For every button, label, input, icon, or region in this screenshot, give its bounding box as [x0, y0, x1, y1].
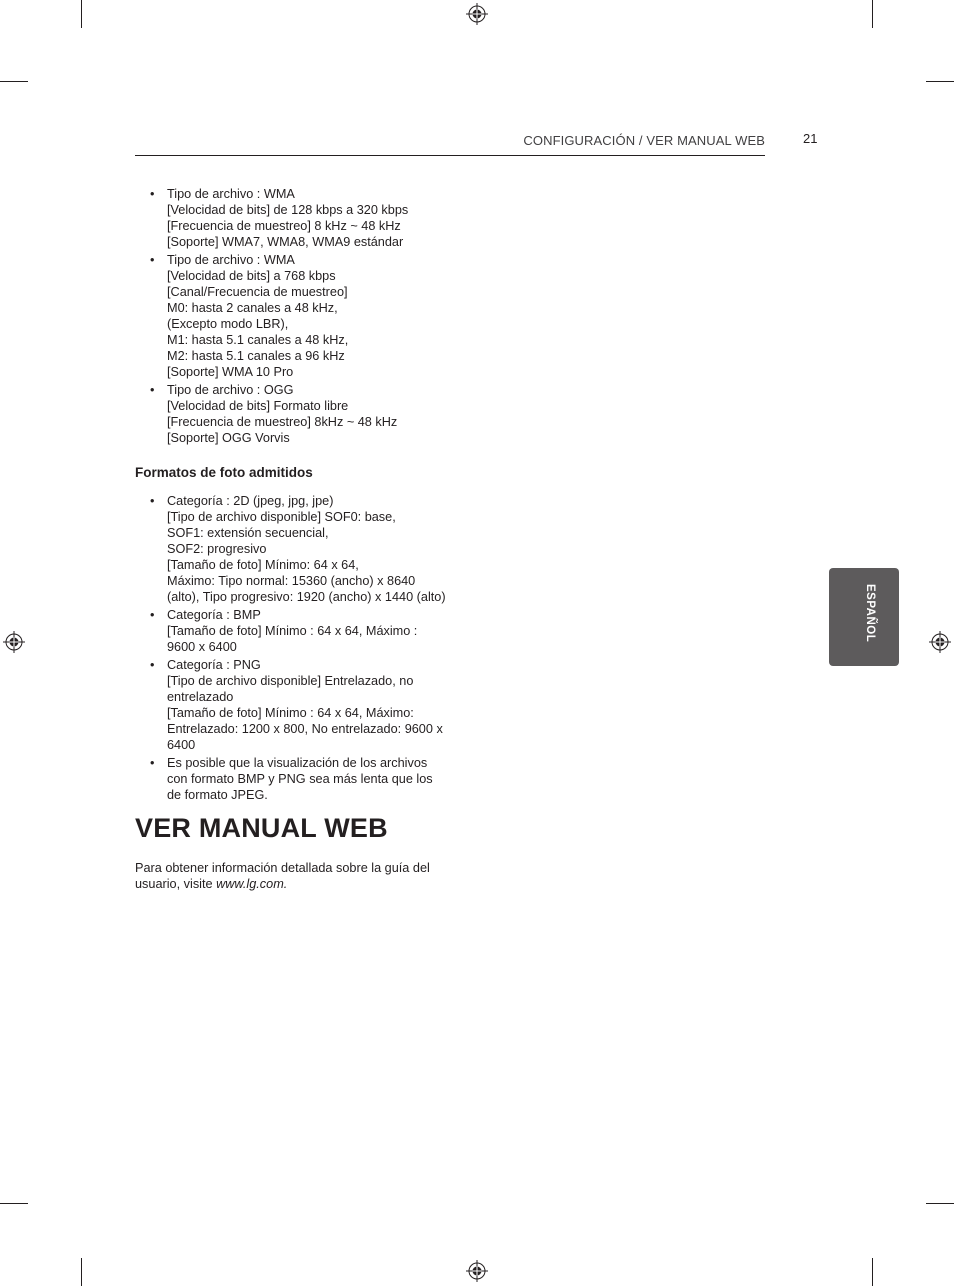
crop-mark: [926, 1203, 954, 1204]
language-tab: [829, 568, 899, 666]
crop-mark: [872, 1258, 873, 1286]
registration-mark-icon: [466, 1260, 488, 1282]
page-content: [135, 186, 465, 892]
list-item: • Tipo de archivo : WMA [Velocidad de bits] de 128 kbps a 320 kbps [Frecuencia de muestreo] 8 kHz ~ 48 kHz [Soporte] WMA7, WMA8, WMA9 estándar: [150, 187, 409, 249]
registration-mark-icon: [466, 3, 488, 25]
page-number: 21: [803, 131, 818, 146]
crop-mark: [81, 0, 82, 28]
registration-mark-icon: [3, 631, 25, 653]
bullet: •: [150, 187, 155, 201]
bullet: •: [150, 756, 155, 770]
crop-mark: [0, 1203, 28, 1204]
crop-mark: [0, 81, 28, 82]
registration-mark-icon: [929, 631, 951, 653]
language-tab-label: ESPAÑOL: [864, 584, 876, 643]
list-item: • Categoría : PNG [Tipo de archivo disponible] Entrelazado, no entrelazado [Tamaño de foto] Mínimo : 64 x 64, Máximo: Entrelazado: 1200 x 800, No entrelazado: 9600 x 6400: [150, 658, 443, 752]
photo-formats-heading: Formatos de foto admitidos: [135, 465, 313, 480]
list-item: • Es posible que la visualización de los archivos con formato BMP y PNG sea más lenta que los de formato JPEG.: [150, 756, 433, 802]
crop-mark: [926, 81, 954, 82]
photo-format-list: [135, 493, 465, 803]
crop-mark: [81, 1258, 82, 1286]
list-item: • Categoría : BMP [Tamaño de foto] Mínimo : 64 x 64, Máximo : 9600 x 6400: [150, 608, 418, 654]
crop-mark: [872, 0, 873, 28]
bullet: •: [150, 608, 155, 622]
list-item: • Tipo de archivo : OGG [Velocidad de bits] Formato libre [Frecuencia de muestreo] 8kHz ~ 48 kHz [Soporte] OGG Vorvis: [150, 383, 398, 445]
bullet: •: [150, 383, 155, 397]
list-item: • Categoría : 2D (jpeg, jpg, jpe) [Tipo de archivo disponible] SOF0: base, SOF1: extensión secuencial, SOF2: progresivo [Tamaño de foto] Mínimo: 64 x 64, Máximo: Tipo normal: 15360 (ancho) x 8640 (alto), Tipo progresivo: 1920 (ancho) x 1440 (alto): [150, 494, 446, 604]
web-manual-paragraph: Para obtener información detallada sobre la guía del usuario, visite www.lg.com.: [135, 861, 430, 891]
website-link[interactable]: www.lg.com.: [216, 877, 288, 891]
bullet: •: [150, 658, 155, 672]
bullet: •: [150, 253, 155, 267]
list-item: • Tipo de archivo : WMA [Velocidad de bits] a 768 kbps [Canal/Frecuencia de muestreo] M0: hasta 2 canales a 48 kHz, (Excepto modo LBR), M1: hasta 5.1 canales a 48 kHz, M2: hasta 5.1 canales a 96 kHz [Soporte] WMA 10 Pro: [150, 253, 349, 379]
header-section-title: CONFIGURACIÓN / VER MANUAL WEB: [523, 133, 765, 148]
bullet: •: [150, 494, 155, 508]
section-title: VER MANUAL WEB: [135, 813, 388, 843]
header-divider: [135, 155, 765, 156]
audio-format-list: [135, 186, 465, 446]
